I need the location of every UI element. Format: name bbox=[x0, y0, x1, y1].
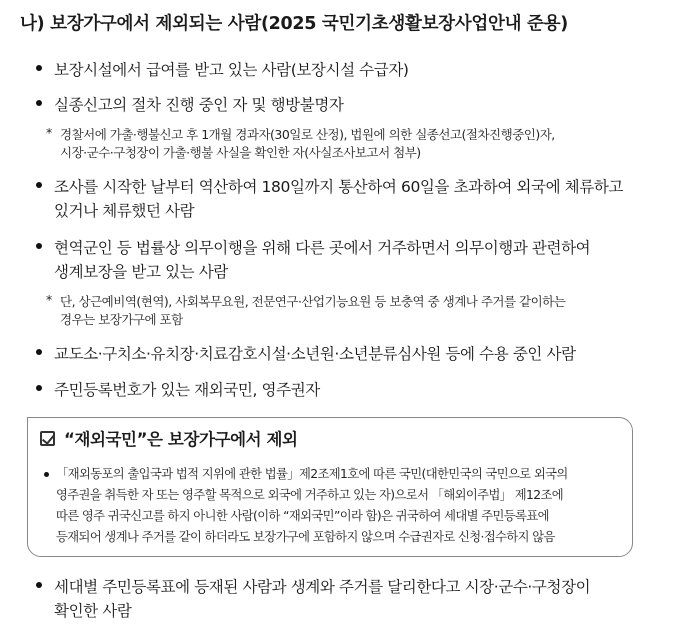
notice-box-line: 따른 영주 귀국신고를 하지 아니한 사람(이하 “재외국민”이라 함)은 귀국하여 세대별 주민등록표에 bbox=[56, 509, 549, 523]
list-item-text: 주민등록번호가 있는 재외국민, 영주권자 bbox=[54, 381, 320, 399]
list-item-text: 있거나 체류했던 사람 bbox=[54, 202, 195, 220]
list-item-text: 조사를 시작한 날부터 역산하여 180일까지 통산하여 60일을 초과하여 외국에 체류하고 bbox=[54, 178, 623, 196]
bullet-dot-icon bbox=[36, 243, 42, 249]
list-item bbox=[36, 58, 636, 82]
bullet-dot-icon bbox=[36, 582, 42, 588]
bullet-dot-icon bbox=[36, 100, 42, 106]
list-item-text: 실종신고의 절차 진행 중인 자 및 행방불명자 bbox=[54, 96, 344, 114]
footnote-line: 경우는 보장가구에 포함 bbox=[60, 312, 183, 327]
bullet-dot-icon bbox=[36, 349, 42, 355]
list-item bbox=[36, 342, 656, 366]
section-heading: 나) 보장가구에서 제외되는 사람(2025 국민기초생활보장사업안내 준용) bbox=[20, 14, 568, 34]
checkbox-checked-icon bbox=[40, 431, 55, 446]
list-item-text: 세대별 주민등록표에 등재된 사람과 생계와 주거를 달리한다고 시장·군수·구청장이 bbox=[54, 578, 591, 596]
list-item bbox=[36, 378, 636, 402]
list-item bbox=[36, 236, 656, 284]
notice-box-line: 등재되어 생계나 주거를 같이 하더라도 보장가구에 포함하지 않으며 수급권자로 신청·접수하지 않음 bbox=[56, 530, 555, 544]
footnote-line: 단, 상근예비역(현역), 사회복무요원, 전문연구·산업기능요원 등 보충역 중 생계나 주거를 같이하는 bbox=[60, 294, 566, 309]
footnote-line: 시장·군수·구청장이 가출·행불 사실을 확인한 자(사실조사보고서 첨부) bbox=[60, 145, 421, 160]
bullet-dot-icon bbox=[36, 182, 42, 188]
footnote bbox=[46, 125, 646, 165]
list-item-text: 생계보장을 받고 있는 사람 bbox=[54, 263, 228, 281]
footnote-marker: * bbox=[46, 292, 52, 307]
list-item bbox=[36, 575, 656, 623]
bullet-dot-icon bbox=[44, 472, 49, 477]
bullet-dot-icon bbox=[36, 65, 42, 71]
list-item-text: 확인한 사람 bbox=[54, 602, 132, 620]
notice-box-line: 영주권을 취득한 자 또는 영주할 목적으로 외국에 거주하고 있는 자)으로서 「해외이주법」 제12조에 bbox=[56, 488, 564, 502]
footnote-line: 경찰서에 가출·행불신고 후 1개월 경과자(30일로 산정), 법원에 의한 실종선고(절차진행중인)자, bbox=[60, 127, 555, 142]
notice-box bbox=[27, 417, 633, 557]
notice-box-line: 「재외동포의 출입국과 법적 지위에 관한 법률」제2조제1호에 따른 국민(대한민국의 국민으로 외국의 bbox=[56, 467, 568, 481]
bullet-dot-icon bbox=[36, 385, 42, 391]
list-item bbox=[36, 93, 636, 117]
footnote bbox=[46, 292, 646, 332]
list-item-text: 교도소·구치소·유치장·치료감호시설·소년원·소년분류심사원 등에 수용 중인 사람 bbox=[54, 345, 576, 363]
notice-box-title: “재외국민”은 보장가구에서 제외 bbox=[64, 430, 298, 449]
list-item-text: 현역군인 등 법률상 의무이행을 위해 다른 곳에서 거주하면서 의무이행과 관련하여 bbox=[54, 239, 591, 257]
list-item bbox=[36, 175, 656, 223]
list-item-text: 보장시설에서 급여를 받고 있는 사람(보장시설 수급자) bbox=[54, 61, 409, 79]
footnote-marker: * bbox=[46, 125, 52, 140]
